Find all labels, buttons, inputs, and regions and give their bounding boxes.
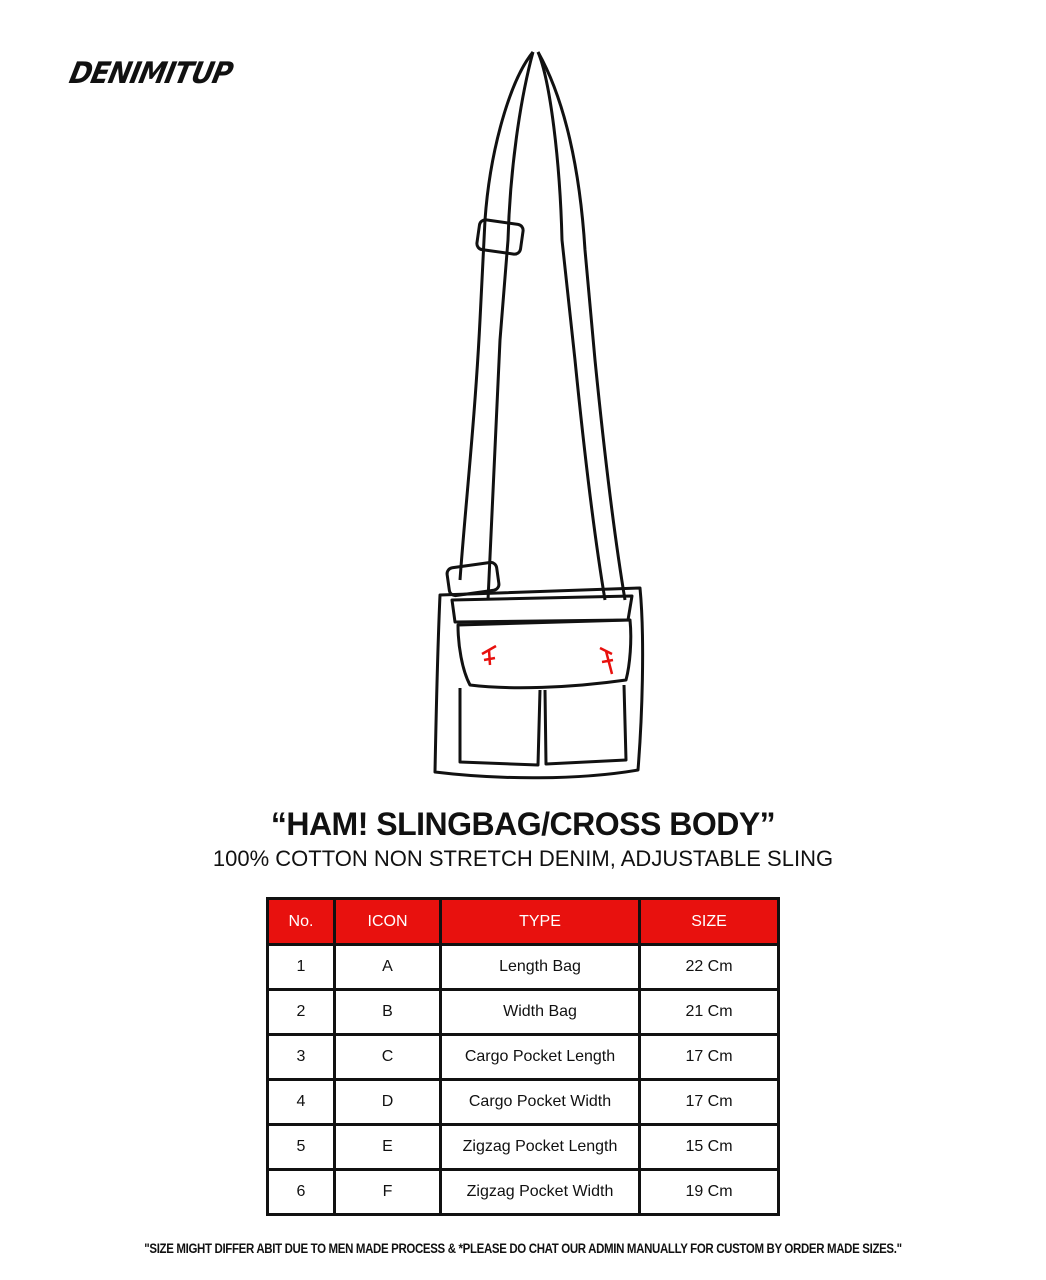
cell-icon: B — [335, 990, 441, 1035]
cell-icon: E — [335, 1125, 441, 1170]
strap-right — [538, 52, 605, 600]
cell-size: 17 Cm — [640, 1080, 779, 1125]
header-icon: ICON — [335, 899, 441, 945]
product-title: “HAM! SLINGBAG/CROSS BODY” — [270, 806, 776, 842]
table-header-row — [268, 899, 779, 945]
table-row — [268, 990, 779, 1035]
product-subtitle: 100% COTTON NON STRETCH DENIM, ADJUSTABLE SLING — [212, 846, 834, 871]
cell-type: Zigzag Pocket Length — [441, 1125, 640, 1170]
table-row — [268, 1080, 779, 1125]
brand-logo: DENIMITUP — [66, 56, 236, 91]
cargo-pocket-left — [460, 688, 540, 765]
cell-icon: F — [335, 1170, 441, 1215]
cell-type: Zigzag Pocket Width — [441, 1170, 640, 1215]
cell-no: 2 — [268, 990, 335, 1035]
header-size: SIZE — [640, 899, 779, 945]
cell-size: 19 Cm — [640, 1170, 779, 1215]
footer-note: "SIZE MIGHT DIFFER ABIT DUE TO MEN MADE PROCESS & *PLEASE DO CHAT OUR ADMIN MANUALLY FOR CUSTOM BY ORDER MADE SIZES." — [144, 1241, 902, 1256]
table-row — [268, 1035, 779, 1080]
cell-icon: D — [335, 1080, 441, 1125]
table-row — [268, 945, 779, 990]
cell-size: 15 Cm — [640, 1125, 779, 1170]
table-row — [268, 1170, 779, 1215]
strap-left — [460, 52, 533, 580]
cell-no: 4 — [268, 1080, 335, 1125]
cell-size: 21 Cm — [640, 990, 779, 1035]
cell-size: 22 Cm — [640, 945, 779, 990]
table-row — [268, 1125, 779, 1170]
cell-icon: A — [335, 945, 441, 990]
size-table — [266, 897, 780, 1216]
header-no: No. — [268, 899, 335, 945]
cell-no: 3 — [268, 1035, 335, 1080]
cargo-pocket-right — [545, 685, 626, 764]
cell-icon: C — [335, 1035, 441, 1080]
cell-no: 1 — [268, 945, 335, 990]
cell-type: Width Bag — [441, 990, 640, 1035]
cell-type: Length Bag — [441, 945, 640, 990]
cell-size: 17 Cm — [640, 1035, 779, 1080]
cell-type: Cargo Pocket Length — [441, 1035, 640, 1080]
cell-no: 6 — [268, 1170, 335, 1215]
header-type: TYPE — [441, 899, 640, 945]
cell-no: 5 — [268, 1125, 335, 1170]
stitch-marks — [482, 646, 613, 674]
slingbag-illustration — [400, 40, 680, 790]
cell-type: Cargo Pocket Width — [441, 1080, 640, 1125]
